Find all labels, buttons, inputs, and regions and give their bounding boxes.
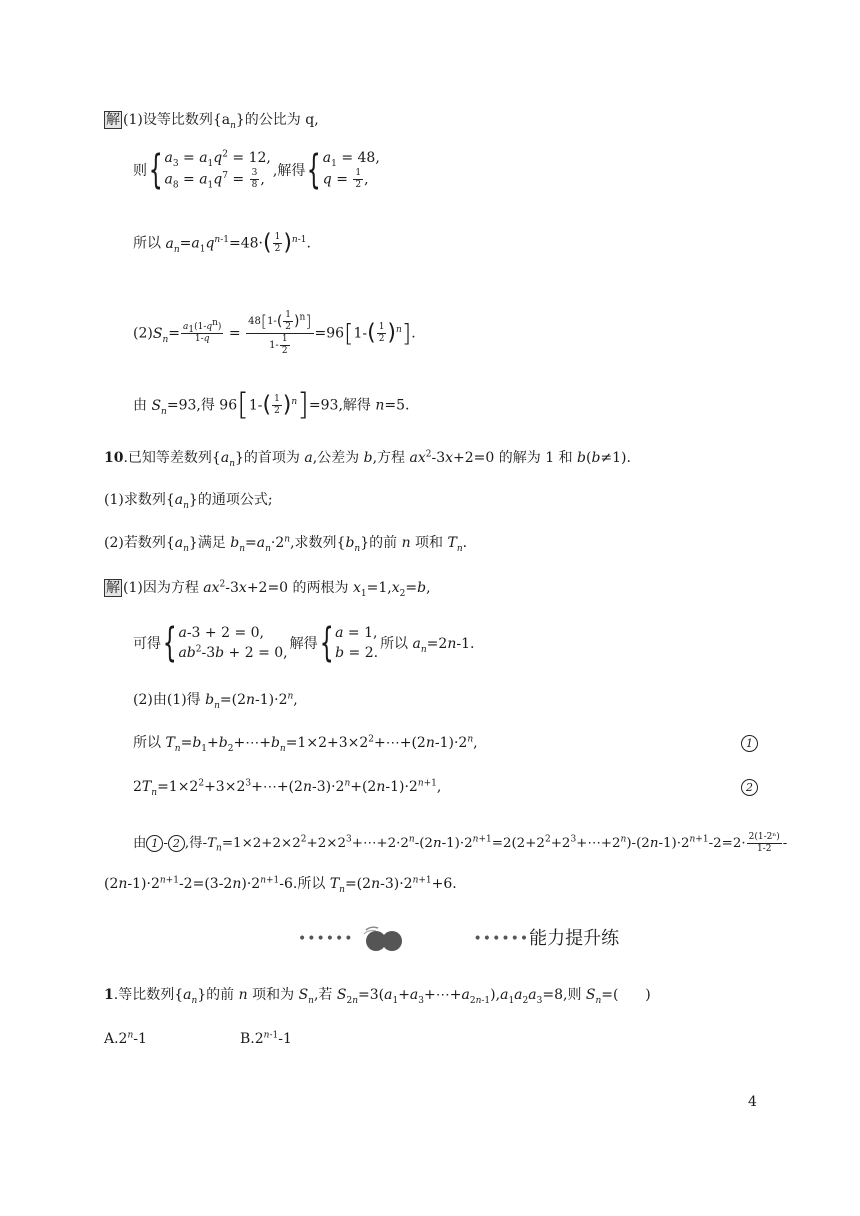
equation-root2: $ab^2-3b + 2 = 0$, (178, 644, 288, 661)
section-header (298, 926, 619, 952)
solution-10-part2-bn: (2)由(1)得 $b_n=(2n-1)\cdot 2^n$, (133, 691, 298, 711)
equation-a3: $a_3 = a_1q^2 = 12$, (164, 149, 271, 169)
solution-9-an: 所以 $a_n=a_1q^{n-1}=48\cdot$( $\frac{1}{2}$ )$^{n-1}$. (133, 230, 311, 256)
equation-tag-2: 2 (741, 779, 758, 796)
equation-root1: a-3 + 2 = 0, (178, 625, 264, 641)
solution-9-part3: 由 $S_n=93$,得 96[1-( $\frac{1}{2}$ )$^n$]=93,解得 n=5. (133, 387, 410, 423)
problem-10-part2: (2)若数列$\{a_n\}$满足 $b_n=a_n\cdot 2^n$,求数列$\{b_n\}$的前 n 项和 $T_n$. (104, 534, 468, 554)
page-number: 4 (748, 1094, 757, 1110)
solution-10-system: 可得 { a-3 + 2 = 0, $ab^2-3b + 2 = 0$, 解得 { a = 1, b = 2. 所以 $a_n=2n-1$. (133, 620, 475, 666)
solution-a1: $a_1 = 48$, (322, 150, 380, 169)
problem-1-option-b: B.2$^{n-1}$-1 (240, 1030, 292, 1047)
solution-10-subtract: 由 1 - 2 ,得$-T_n=1\times 2+2\times 2^2+2\times 2^3+\cdots+2\cdot 2^n-(2n-1)\cdot 2^{n+1}=2(2+2^2+2^3+\cdots+2^n)-(2n-1)\cdot 2^{n+1}-2=2\cdot$ $\frac{\text{2(1-2ⁿ)}}{1-2}$ - (133, 832, 788, 854)
section-title: 能力提升练 (529, 928, 620, 949)
problem-1-option-a: A.2$^n$-1 (104, 1030, 147, 1047)
equation-a8: $a_8 = a_1q^7$ = $\frac{3}{8}$ , (164, 168, 265, 191)
solution-b: b = 2. (335, 645, 379, 661)
answer-mark: 解 (106, 112, 120, 128)
solution-10-result: $(2n-1)\cdot 2^{n+1}-2=(3-2n)\cdot 2^{n+1}-6$.所以 $T_n=(2n-3)\cdot 2^{n+1}+6$. (104, 875, 457, 895)
answer-mark: 解 (106, 580, 120, 596)
section-dots-right: •••••• (473, 931, 530, 947)
section-dots-left: •••••• (298, 931, 354, 947)
solution-q: q = $\frac{1}{2}$ , (322, 168, 369, 190)
solution-9-system: 则 { $a_3 = a_1q^2 = 12$, $a_8 = a_1q^7$ = $\frac{3}{8}$ , ,解得 { $a_1 = 48$, q = $\frac{1}{2}$ , (133, 146, 380, 193)
solution-10-tn: 所以 $T_n=b_1+b_2+\cdots+b_n=1\times 2+3\times 2^2+\cdots+(2n-1)\cdot 2^n$, (133, 734, 478, 754)
problem-number: 1 (104, 987, 114, 1003)
equation-tag-1: 1 (741, 735, 758, 752)
solution-10-part1: 解 (1)因为方程 $ax^2-3x+2=0$ 的两根为 $x_1=1,x_2=b$, (106, 579, 431, 599)
solution-a: a = 1, (335, 625, 378, 641)
problem-10-stem: 10.已知等差数列$\{a_n\}$的首项为 a,公差为 b,方程 $ax^2-3x+2=0$ 的解为 1 和 b(b≠1). (104, 449, 631, 469)
problem-number: 10 (104, 450, 124, 466)
problem-1-stem: 1.等比数列$\{a_n\}$的前 n 项和为 $S_n$,若 $S_{2n}=3(a_1+a_3+\cdots+a_{2n-1}),a_1a_2a_3=8$,则 $S_n=$( ) (104, 987, 651, 1006)
solution-9-part2: $(2)S_n=$ $\frac{a_1(1-q^n)}{1-q}$ = 48[1-( $\frac{1}{2}$ )$^n$] 1- $\frac{1}{2}$ =96[1-( $\frac{1}{2}$ )$^n$]. (133, 310, 416, 356)
section-logo-icon (360, 926, 408, 952)
solution-10-2tn: $2T_n=1\times 2^2+3\times 2^3+\cdots+(2n-3)\cdot 2^n+(2n-1)\cdot 2^{n+1}$, (133, 778, 442, 798)
solution-9-part1: 解 (1)设等比数列$\{a_n\}$的公比为 q, (106, 112, 319, 131)
problem-10-part1: (1)求数列$\{a_n\}$的通项公式; (104, 492, 273, 511)
